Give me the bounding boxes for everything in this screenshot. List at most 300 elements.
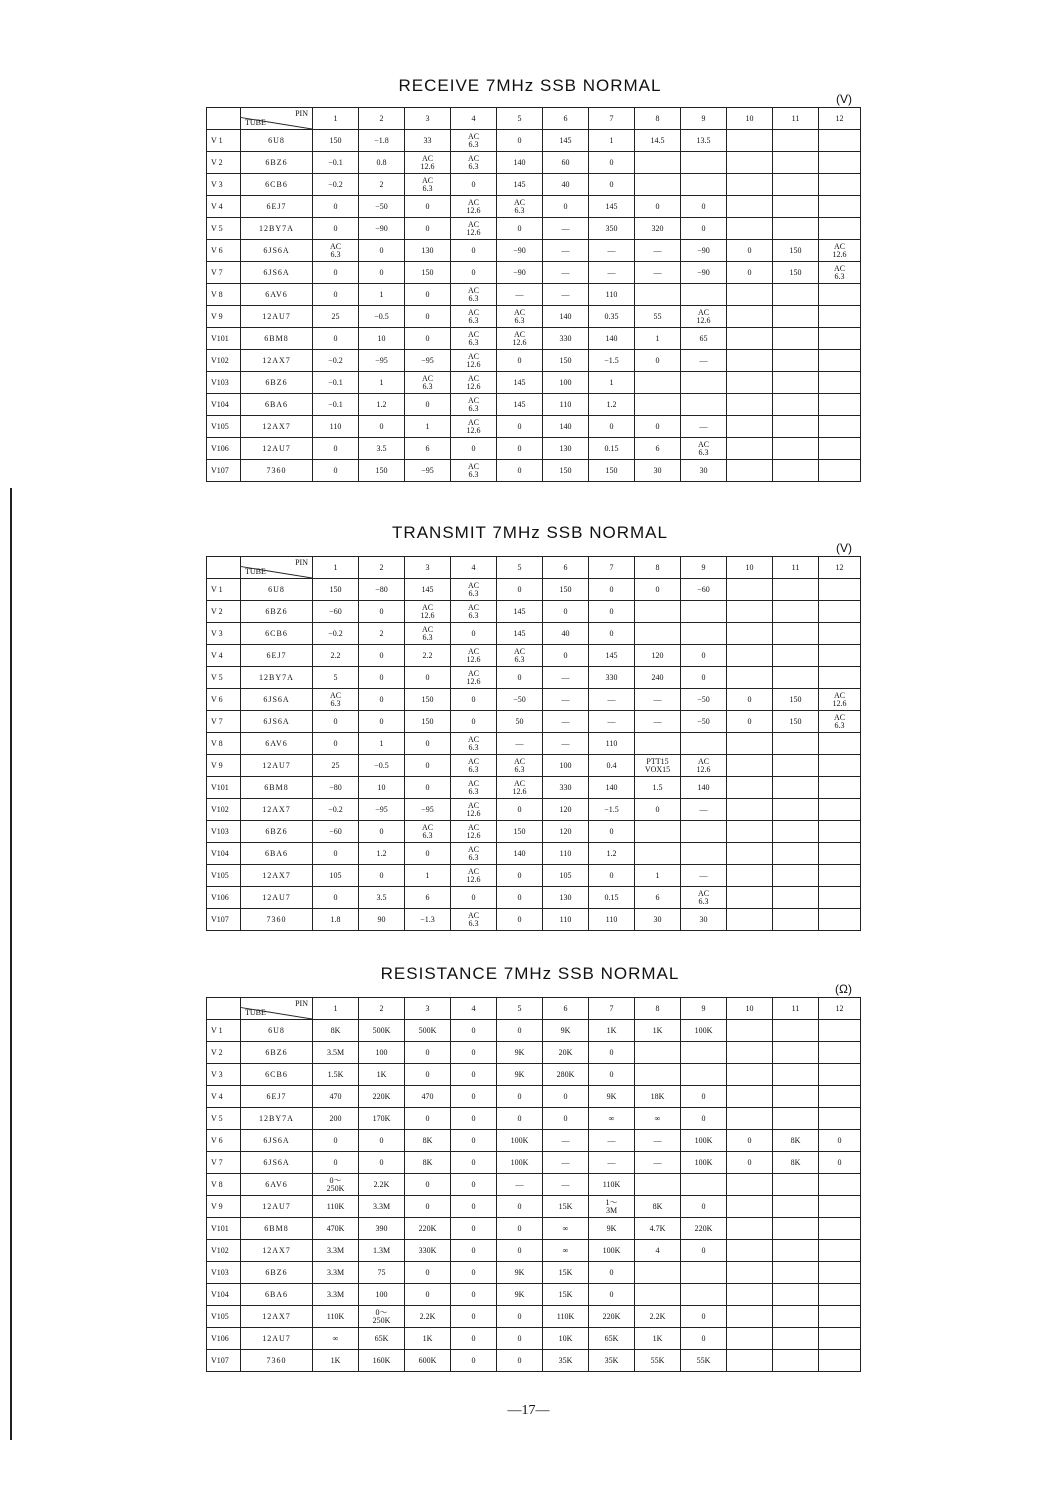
tube-type: 6BM8 [241,1218,313,1240]
header-pin-7: 7 [589,998,635,1020]
pin-value: AC 12.6 [819,240,861,262]
pin-value [727,1108,773,1130]
pin-value: — [543,711,589,733]
pin-value: 0 [451,1108,497,1130]
tube-type: 12BY7A [241,667,313,689]
pin-value: 0 [405,1174,451,1196]
pin-value: 0 [635,799,681,821]
pin-value: — [635,689,681,711]
table-row [207,1020,861,1042]
pin-value: 1K [359,1064,405,1086]
pin-value [773,350,819,372]
pin-value: 0 [497,1218,543,1240]
pin-value: 9K [589,1218,635,1240]
tube-designator: V 1 [207,579,241,601]
pin-value: AC 6.3 [681,887,727,909]
tube-type: 12AU7 [241,887,313,909]
pin-value: AC 12.6 [405,152,451,174]
tube-type: 6AV6 [241,733,313,755]
pin-value [727,1064,773,1086]
pin-value: 110 [313,416,359,438]
pin-value: AC 12.6 [451,667,497,689]
pin-value: — [543,218,589,240]
header-tube-pin [241,108,313,130]
pin-value: 150 [313,579,359,601]
tube-designator: V 8 [207,284,241,306]
header-pin-12: 12 [819,998,861,1020]
pin-value: 0 [727,711,773,733]
pin-value [727,196,773,218]
pin-value: 0 [313,284,359,306]
pin-value: 1K [635,1328,681,1350]
tube-designator: V105 [207,865,241,887]
pin-value: 0 [359,689,405,711]
pin-value [635,843,681,865]
pin-value [819,1240,861,1262]
pin-value: AC 6.3 [681,438,727,460]
pin-value: 0 [451,1328,497,1350]
tube-type: 6BM8 [241,777,313,799]
pin-value: 18K [635,1086,681,1108]
pin-value: −95 [359,799,405,821]
page-number: —17— [507,1403,550,1418]
pin-value: 110K [313,1196,359,1218]
table-row [207,218,861,240]
table-row [207,865,861,887]
pin-value: 0 [405,755,451,777]
pin-value: −95 [405,350,451,372]
header-pin-2: 2 [359,998,405,1020]
pin-value: −90 [497,262,543,284]
pin-value [773,1174,819,1196]
pin-value: 1 [359,372,405,394]
header-pin-10: 10 [727,557,773,579]
pin-value [773,887,819,909]
tube-type: 6EJ7 [241,196,313,218]
pin-value: 150 [543,460,589,482]
header-pin-label: PIN [295,558,308,567]
pin-value: AC 6.3 [451,328,497,350]
pin-value: AC 12.6 [819,689,861,711]
table-row [207,733,861,755]
pin-value: 200 [313,1108,359,1130]
pin-value: 13.5 [681,130,727,152]
table-row [207,623,861,645]
pin-value: ∞ [635,1108,681,1130]
pin-value [727,843,773,865]
receive-table [206,107,861,482]
pin-value: 2.2 [405,645,451,667]
header-pin-3: 3 [405,998,451,1020]
pin-value: 40 [543,174,589,196]
pin-value: 220K [359,1086,405,1108]
pin-value [819,645,861,667]
pin-value: 0 [313,196,359,218]
pin-value: 0 [819,1130,861,1152]
header-pin-11: 11 [773,557,819,579]
table-row [207,1042,861,1064]
pin-value [727,306,773,328]
pin-value: 0 [451,623,497,645]
table-row [207,240,861,262]
pin-value: 0.8 [359,152,405,174]
pin-value: 8K [635,1196,681,1218]
tube-designator: V 7 [207,1152,241,1174]
tube-designator: V104 [207,843,241,865]
pin-value: 8K [773,1130,819,1152]
pin-value: 0 [727,240,773,262]
pin-value: 0 [405,1108,451,1130]
pin-value: −90 [359,218,405,240]
pin-value: 145 [497,372,543,394]
pin-value [773,1306,819,1328]
table-row [207,438,861,460]
pin-value: 1K [313,1350,359,1372]
pin-value: 145 [497,601,543,623]
pin-value: 0 [497,130,543,152]
pin-value: — [589,689,635,711]
table-row [207,821,861,843]
pin-value: 0 [543,601,589,623]
pin-value: 33 [405,130,451,152]
pin-value: −60 [313,821,359,843]
header-pin-1: 1 [313,998,359,1020]
pin-value: 6 [635,887,681,909]
table-row [207,667,861,689]
pin-value: 10 [359,777,405,799]
pin-value: −0.1 [313,152,359,174]
pin-value: 0 [313,218,359,240]
pin-value [681,821,727,843]
pin-value: −0.1 [313,372,359,394]
pin-value [681,284,727,306]
pin-value [819,843,861,865]
tube-type: 6BA6 [241,1284,313,1306]
pin-value [773,733,819,755]
pin-value: — [589,1152,635,1174]
pin-value [819,372,861,394]
pin-value [635,1174,681,1196]
pin-value: 0 [589,1042,635,1064]
header-pin-9: 9 [681,108,727,130]
pin-value: 65 [681,328,727,350]
pin-value: 0 [405,1064,451,1086]
pin-value: 25 [313,306,359,328]
pin-value: 0 [589,1284,635,1306]
pin-value: — [681,416,727,438]
pin-value [773,306,819,328]
pin-value: AC 6.3 [451,843,497,865]
pin-value [773,1064,819,1086]
pin-value: 170K [359,1108,405,1130]
pin-value: 145 [543,130,589,152]
tube-type: 12AX7 [241,1306,313,1328]
pin-value: 0～ 250K [313,1174,359,1196]
pin-value [727,394,773,416]
pin-value: AC 12.6 [451,350,497,372]
tube-designator: V 2 [207,601,241,623]
pin-value: 160K [359,1350,405,1372]
tube-type: 6BA6 [241,843,313,865]
table-row [207,394,861,416]
pin-value: 100K [681,1152,727,1174]
pin-value [727,601,773,623]
pin-value: — [543,240,589,262]
pin-value: — [635,711,681,733]
pin-value: AC 6.3 [451,152,497,174]
pin-value: AC 6.3 [451,394,497,416]
pin-value [635,1284,681,1306]
pin-value: −80 [313,777,359,799]
pin-value [773,821,819,843]
pin-value: 470 [313,1086,359,1108]
pin-value: 0 [359,667,405,689]
table-row [207,887,861,909]
tube-designator: V106 [207,1328,241,1350]
pin-value: 4 [635,1240,681,1262]
pin-value: 0 [405,777,451,799]
pin-value: 150 [773,240,819,262]
pin-value: 0 [451,1284,497,1306]
pin-value [773,130,819,152]
pin-value: AC 12.6 [451,645,497,667]
pin-value: AC 6.3 [451,777,497,799]
pin-value [681,843,727,865]
header-tube-label: TUBE [245,1008,266,1017]
table-row [207,601,861,623]
pin-value [773,174,819,196]
tube-type: 6BZ6 [241,601,313,623]
tube-type: 6EJ7 [241,1086,313,1108]
pin-value: −0.2 [313,174,359,196]
pin-value [727,218,773,240]
pin-value: 150 [589,460,635,482]
pin-value [727,645,773,667]
pin-value: — [681,350,727,372]
tube-type: 12AU7 [241,438,313,460]
pin-value: ∞ [543,1240,589,1262]
pin-value: 0 [451,1020,497,1042]
pin-value: 100 [543,372,589,394]
pin-value [819,350,861,372]
pin-value: 8K [405,1152,451,1174]
pin-value: AC 6.3 [451,733,497,755]
pin-value: AC 12.6 [451,865,497,887]
pin-value [727,733,773,755]
tube-designator: V 4 [207,196,241,218]
pin-value [773,909,819,931]
table-row [207,1218,861,1240]
tube-type: 6CB6 [241,1064,313,1086]
pin-value: AC 12.6 [451,372,497,394]
margin-line-lower [10,488,12,1440]
header-pin-7: 7 [589,557,635,579]
pin-value: −1.5 [589,350,635,372]
pin-value: — [543,284,589,306]
pin-value: 0 [451,1240,497,1262]
pin-value [773,328,819,350]
pin-value: −50 [359,196,405,218]
table-row [207,1108,861,1130]
tube-type: 6BZ6 [241,1042,313,1064]
pin-value: 1.5 [635,777,681,799]
pin-value: — [681,865,727,887]
pin-value: 150 [773,262,819,284]
pin-value: 0 [543,1086,589,1108]
pin-value [635,1064,681,1086]
pin-value: 0.35 [589,306,635,328]
pin-value: 9K [543,1020,589,1042]
header-pin-12: 12 [819,108,861,130]
pin-value: 1.8 [313,909,359,931]
pin-value: 100K [497,1152,543,1174]
pin-value: — [635,262,681,284]
pin-value: −0.2 [313,799,359,821]
pin-value: 100K [681,1020,727,1042]
pin-value: AC 12.6 [681,306,727,328]
pin-value: AC 6.3 [451,579,497,601]
header-tube-label: TUBE [245,118,266,127]
pin-value: 1～ 3M [589,1196,635,1218]
pin-value [819,667,861,689]
tube-designator: V 5 [207,218,241,240]
pin-value: 0 [497,799,543,821]
pin-value: −60 [313,601,359,623]
pin-value [819,909,861,931]
pin-value: 0 [359,1152,405,1174]
pin-value: — [543,689,589,711]
pin-value: AC 6.3 [497,196,543,218]
pin-value [819,152,861,174]
pin-value: 2.2 [313,645,359,667]
pin-value: ∞ [543,1218,589,1240]
pin-value: −0.5 [359,755,405,777]
pin-value [727,1020,773,1042]
pin-value [681,1174,727,1196]
tube-designator: V 9 [207,755,241,777]
pin-value: 140 [681,777,727,799]
pin-value [727,799,773,821]
tube-designator: V103 [207,1262,241,1284]
pin-value: 150 [405,711,451,733]
table-row [207,755,861,777]
pin-value: 0 [497,416,543,438]
pin-value: 130 [543,438,589,460]
pin-value: 0 [405,1284,451,1306]
pin-value: 110 [589,733,635,755]
header-pin-4: 4 [451,108,497,130]
pin-value: 0 [451,1174,497,1196]
pin-value: 0 [497,579,543,601]
pin-value: 0 [497,1350,543,1372]
pin-value [819,460,861,482]
tube-type: 6BZ6 [241,821,313,843]
pin-value [773,667,819,689]
pin-value: 1 [589,130,635,152]
pin-value [819,1328,861,1350]
pin-value: 0 [359,711,405,733]
pin-value: 220K [681,1218,727,1240]
pin-value: 8K [313,1020,359,1042]
pin-value: AC 6.3 [451,306,497,328]
table-row [207,1086,861,1108]
pin-value: 140 [589,777,635,799]
pin-value [727,1262,773,1284]
tube-designator: V104 [207,394,241,416]
pin-value [681,1262,727,1284]
pin-value: 1 [635,328,681,350]
tube-designator: V 4 [207,1086,241,1108]
pin-value [773,1196,819,1218]
pin-value: AC 6.3 [451,601,497,623]
pin-value: 0 [405,1196,451,1218]
pin-value [635,733,681,755]
pin-value [635,1042,681,1064]
pin-value: 0 [589,865,635,887]
tube-designator: V 9 [207,1196,241,1218]
pin-value: 50 [497,711,543,733]
pin-value: 60 [543,152,589,174]
header-tube-pin [241,557,313,579]
pin-value: 0 [313,438,359,460]
pin-value: 55K [681,1350,727,1372]
pin-value [727,865,773,887]
pin-value: 150 [405,689,451,711]
pin-value: 0 [359,1130,405,1152]
pin-value: AC 12.6 [497,328,543,350]
header-pin-3: 3 [405,557,451,579]
pin-value: 0 [497,1196,543,1218]
pin-value: 330 [589,667,635,689]
pin-value: 9K [497,1262,543,1284]
pin-value: 0 [589,416,635,438]
header-row [207,557,861,579]
tube-designator: V105 [207,1306,241,1328]
pin-value: 0 [727,1152,773,1174]
resistance-unit: (Ω) [835,982,852,996]
pin-value: 150 [497,821,543,843]
tube-designator: V 3 [207,174,241,196]
pin-value: AC 6.3 [451,130,497,152]
pin-value: 150 [773,711,819,733]
pin-value: 110 [543,909,589,931]
pin-value: AC 6.3 [451,460,497,482]
pin-value: AC 12.6 [681,755,727,777]
pin-value [635,174,681,196]
pin-value: 470 [405,1086,451,1108]
transmit-table [206,556,861,931]
pin-value: 390 [359,1218,405,1240]
pin-value: 1K [589,1020,635,1042]
pin-value: 0 [313,733,359,755]
pin-value: 0 [451,711,497,733]
pin-value [773,1350,819,1372]
pin-value: 105 [543,865,589,887]
pin-value [727,1328,773,1350]
tube-designator: V 7 [207,711,241,733]
pin-value [819,284,861,306]
pin-value [819,130,861,152]
pin-value: 500K [359,1020,405,1042]
pin-value: −50 [681,689,727,711]
pin-value: 9K [589,1086,635,1108]
header-pin-6: 6 [543,998,589,1020]
table-row [207,1240,861,1262]
pin-value: 0 [681,218,727,240]
pin-value: 0 [313,887,359,909]
pin-value: AC 12.6 [405,601,451,623]
header-pin-8: 8 [635,108,681,130]
